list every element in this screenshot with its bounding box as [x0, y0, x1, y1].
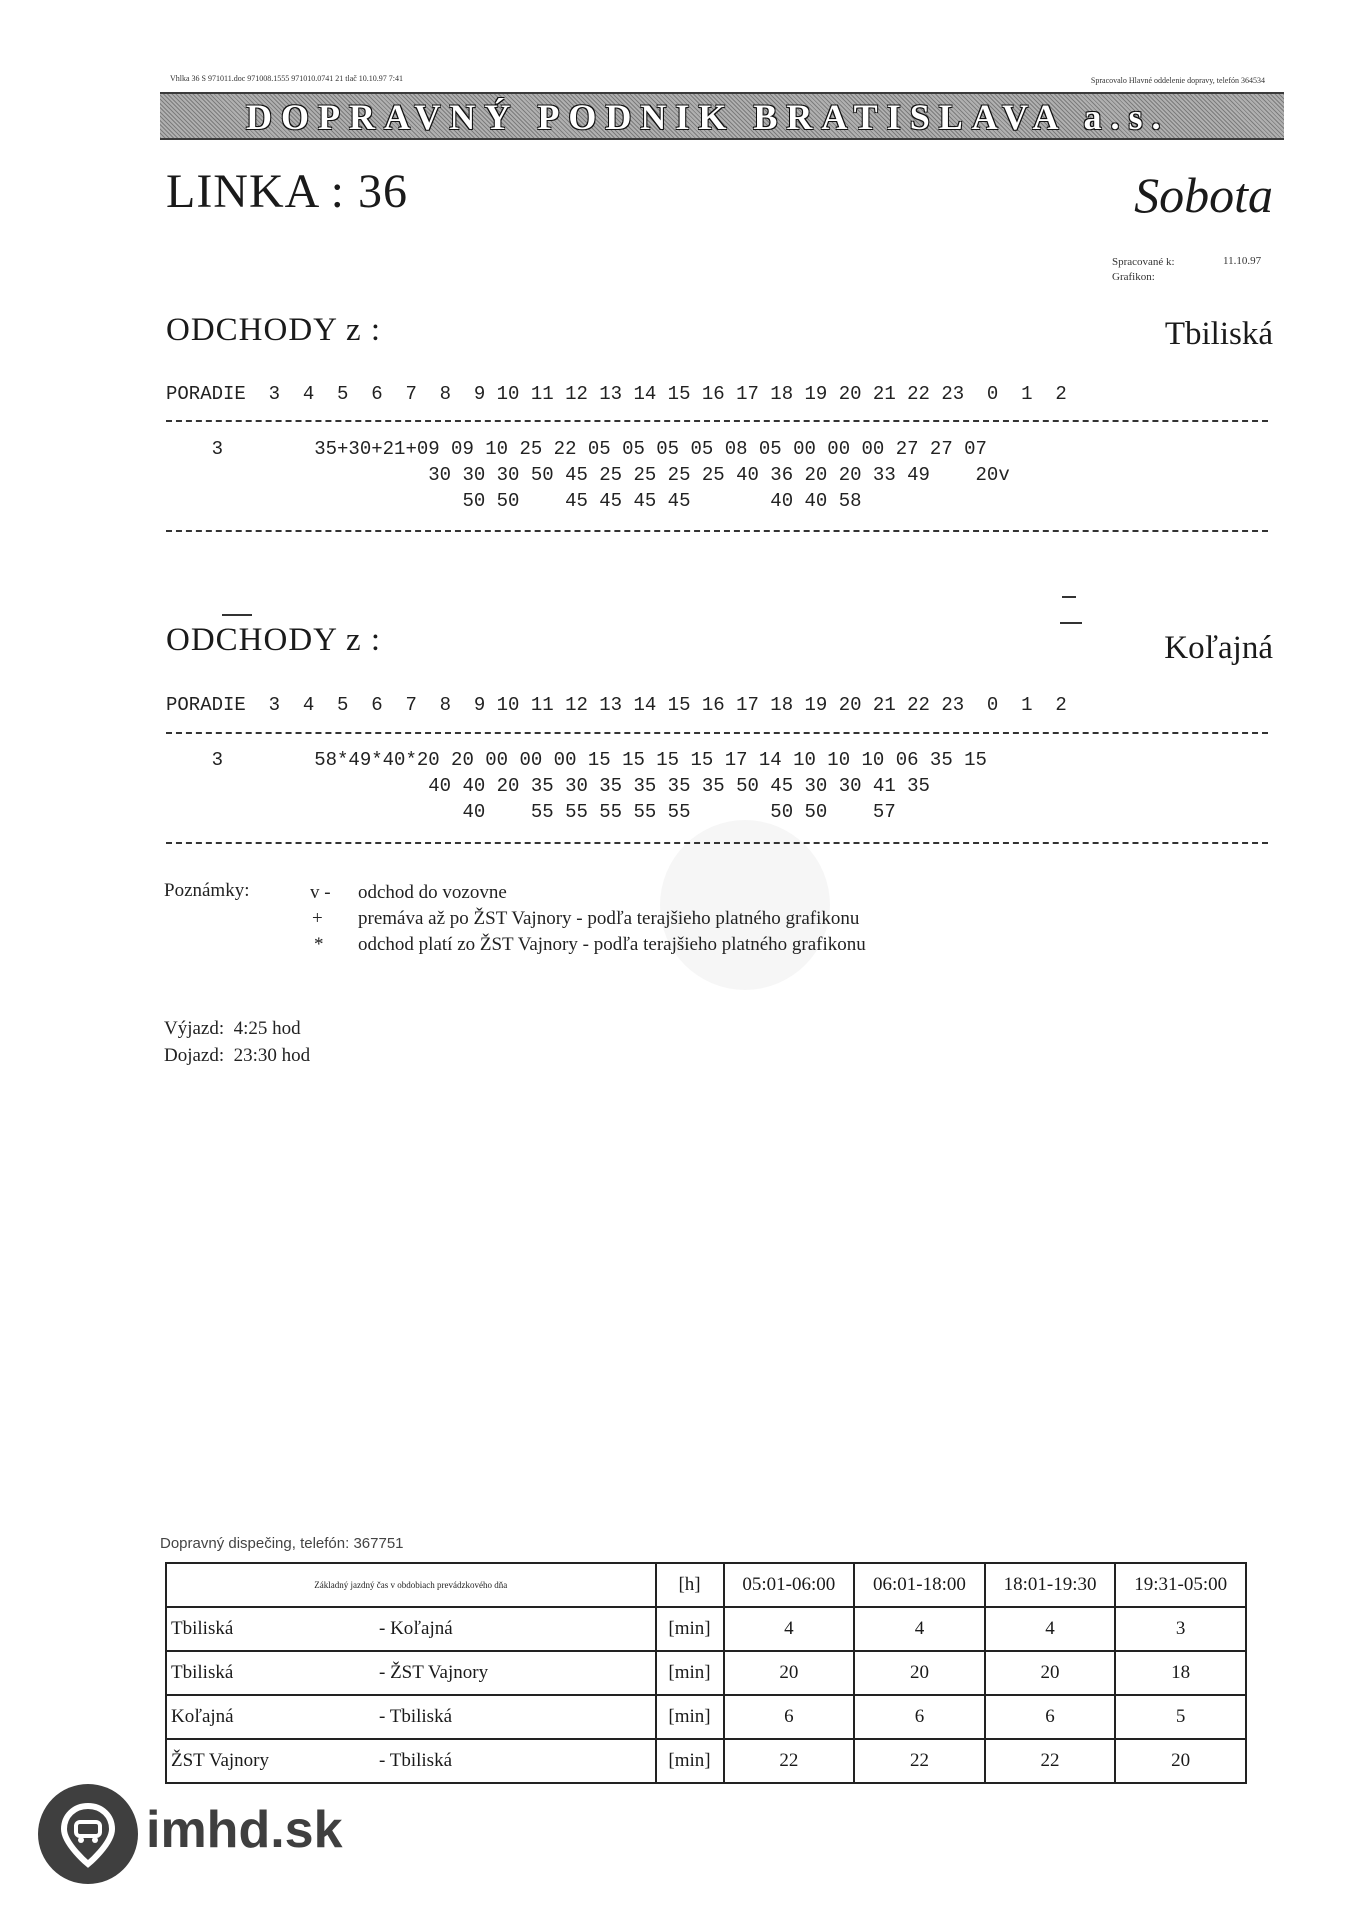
period-header: 05:01-06:00	[724, 1563, 855, 1607]
period-header: 06:01-18:00	[854, 1563, 985, 1607]
note-text: odchod do vozovne	[358, 882, 507, 903]
table-header-label: Základný jazdný čas v obdobiach prevádzkového dňa	[166, 1563, 656, 1607]
time-cell: 6	[724, 1695, 855, 1739]
divider	[166, 530, 1268, 532]
time-cell: 20	[1115, 1739, 1246, 1783]
departure-row: 30 30 30 50 45 25 25 25 25 40 36 20 20 33 49 20v	[166, 464, 1010, 486]
unit-cell: [min]	[656, 1695, 724, 1739]
company-name: DOPRAVNÝ PODNIK BRATISLAVA a.s.	[246, 97, 1170, 137]
note-text: odchod platí zo ŽST Vajnory - podľa terajšieho platného grafikonu	[358, 934, 866, 955]
section-heading-2: ODCHODY z :	[166, 622, 382, 658]
table-row	[166, 1651, 1246, 1695]
table-header-row	[166, 1563, 1246, 1607]
time-cell: 18	[1115, 1651, 1246, 1695]
day-label: Sobota	[1134, 167, 1273, 223]
dojazd: Dojazd: 23:30 hod	[164, 1045, 311, 1066]
route-from: Tbiliská	[166, 1607, 375, 1651]
time-cell: 4	[854, 1607, 985, 1651]
running-time-table	[165, 1562, 1247, 1784]
timetable-header-row-2: PORADIE 3 4 5 6 7 8 9 10 11 12 13 14 15 16 17 18 19 20 21 22 23 0 1 2	[166, 694, 1067, 716]
unit-header: [h]	[656, 1563, 724, 1607]
period-header: 18:01-19:30	[985, 1563, 1116, 1607]
processed-by-note: Spracovalo Hlavné oddelenie dopravy, telefón 364534	[1090, 76, 1265, 85]
time-cell: 20	[854, 1651, 985, 1695]
brand-name: imhd.sk	[146, 1801, 343, 1859]
processed-date: 11.10.97	[1223, 255, 1262, 267]
time-cell: 4	[724, 1607, 855, 1651]
table-row	[166, 1739, 1246, 1783]
bus-pin-icon-graphic	[38, 1784, 138, 1884]
section-heading-1: ODCHODY z :	[166, 312, 382, 348]
table-row	[166, 1607, 1246, 1651]
grafikon-label: Grafikon:	[1112, 271, 1155, 283]
file-info: Vhlka 36 S 971011.doc 971008.1555 971010.0741 21 tlač 10.10.97 7:41	[170, 74, 404, 83]
note-text: premáva až po ŽST Vajnory - podľa terajšieho platného grafikonu	[358, 908, 860, 929]
unit-cell: [min]	[656, 1651, 724, 1695]
notes-label: Poznámky:	[164, 880, 250, 901]
handwritten-mark	[1060, 622, 1082, 624]
table-row	[166, 1695, 1246, 1739]
time-cell: 22	[854, 1739, 985, 1783]
dispatch-phone: Dopravný dispečing, telefón: 367751	[160, 1535, 404, 1552]
time-cell: 3	[1115, 1607, 1246, 1651]
note-symbol: v -	[310, 882, 331, 903]
route-from: ŽST Vajnory	[166, 1739, 375, 1783]
station-name-1: Tbiliská	[1164, 316, 1273, 352]
time-cell: 6	[985, 1695, 1116, 1739]
notes	[164, 880, 1064, 970]
period-header: 19:31-05:00	[1115, 1563, 1246, 1607]
handwritten-mark	[222, 614, 252, 616]
route-from: Tbiliská	[166, 1651, 375, 1695]
time-cell: 22	[724, 1739, 855, 1783]
unit-cell: [min]	[656, 1739, 724, 1783]
note-symbol: +	[312, 908, 323, 929]
timetable-header-row-1: PORADIE 3 4 5 6 7 8 9 10 11 12 13 14 15 16 17 18 19 20 21 22 23 0 1 2	[166, 383, 1067, 405]
note-symbol: *	[314, 934, 324, 955]
time-cell: 6	[854, 1695, 985, 1739]
station-name-2: Koľajná	[1164, 630, 1273, 666]
time-cell: 5	[1115, 1695, 1246, 1739]
time-cell: 4	[985, 1607, 1116, 1651]
time-cell: 20	[724, 1651, 855, 1695]
departure-row: 40 40 20 35 30 35 35 35 35 50 45 30 30 41 35	[166, 775, 930, 797]
departure-row: 3 35+30+21+09 09 10 25 22 05 05 05 05 08 05 00 00 00 27 27 07	[166, 438, 987, 460]
time-cell: 22	[985, 1739, 1116, 1783]
route-from: Koľajná	[166, 1695, 375, 1739]
route-to: - ŽST Vajnory	[375, 1651, 656, 1695]
line-title: LINKA : 36	[166, 165, 408, 218]
unit-cell: [min]	[656, 1607, 724, 1651]
processed-info	[1112, 255, 1175, 285]
route-to: - Tbiliská	[375, 1739, 656, 1783]
handwritten-mark	[1062, 596, 1076, 598]
departure-row: 40 55 55 55 55 55 50 50 57	[166, 801, 896, 823]
company-banner	[160, 92, 1284, 140]
time-cell: 20	[985, 1651, 1116, 1695]
divider	[166, 420, 1268, 422]
vyjazd: Výjazd: 4:25 hod	[164, 1018, 301, 1039]
departure-row: 50 50 45 45 45 45 40 40 58	[166, 490, 862, 512]
departure-row: 3 58*49*40*20 20 00 00 00 15 15 15 15 17 14 10 10 10 06 35 15	[166, 749, 987, 771]
route-to: - Tbiliská	[375, 1695, 656, 1739]
divider	[166, 732, 1268, 734]
bus-pin-icon	[38, 1784, 138, 1884]
route-to: - Koľajná	[375, 1607, 656, 1651]
processed-label: Spracované k:	[1112, 256, 1175, 268]
